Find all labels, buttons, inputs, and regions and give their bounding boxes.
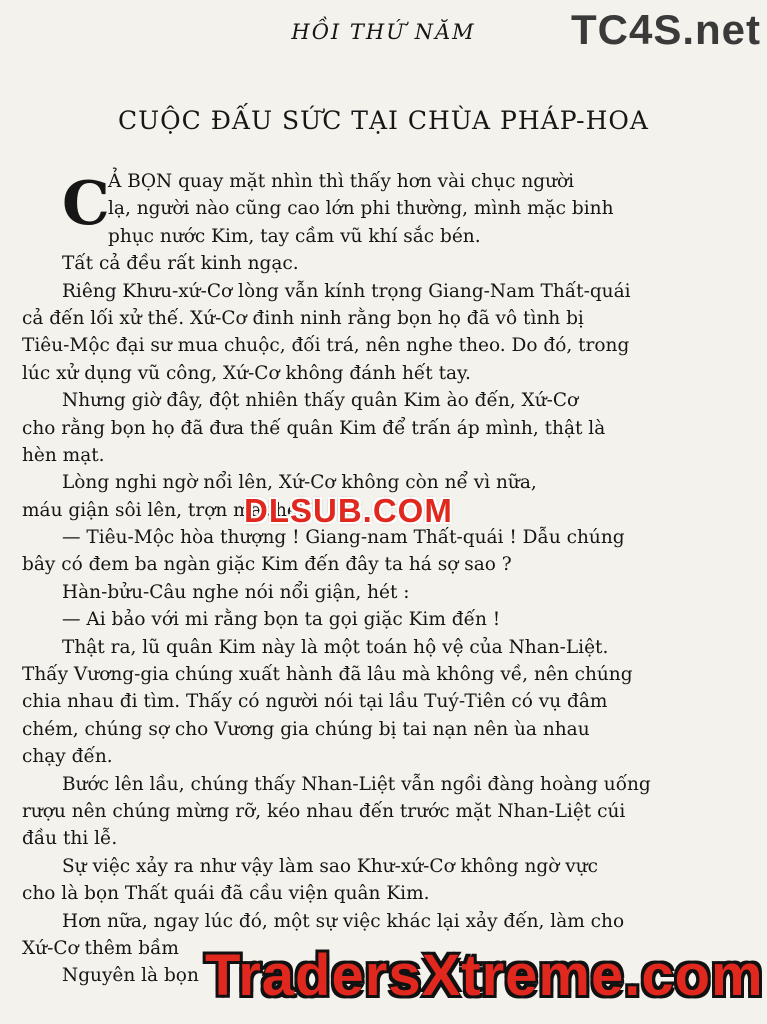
text-line: Tất cả đều rất kinh ngạc. (62, 253, 299, 275)
watermark-dlsub: DLSUB.COM (244, 492, 453, 529)
text-line: bây có đem ba ngàn giặc Kim đến đây ta há sợ sao ? (22, 554, 512, 576)
text-line: Tiêu-Mộc đại sư mua chuộc, đối trá, nên nghe theo. Do đó, trong (22, 335, 630, 357)
text-line: Hàn-bửu-Câu nghe nói nổi giận, hét : (62, 581, 410, 603)
text-line: đầu thi lễ. (22, 828, 118, 850)
text-line: rượu nên chúng mừng rỡ, kéo nhau đến trước mặt Nhan-Liệt cúi (22, 800, 626, 822)
text-line: chạy đến. (22, 746, 113, 768)
text-line: Lòng nghi ngờ nổi lên, Xứ-Cơ không còn nể vì nữa, (62, 472, 537, 494)
text-line: cho là bọn Thất quái đã cầu viện quân Kim. (22, 883, 430, 905)
text-line: chém, chúng sợ cho Vương gia chúng bị tai nạn nên ùa nhau (22, 718, 590, 740)
text-line: Nhưng giờ đây, đột nhiên thấy quân Kim ào đến, Xứ-Cơ (62, 390, 579, 412)
running-header: HỒI THỨ NĂM (291, 20, 476, 44)
drop-cap: C (62, 169, 110, 239)
text-line: lạ, người nào cũng cao lớn phi thường, mình mặc binh (108, 198, 614, 220)
site-logo: TC4S.net (570, 6, 761, 53)
body-text (22, 168, 740, 990)
text-line: Nguyên là bọn (62, 965, 199, 987)
text-line: Riêng Khưu-xứ-Cơ lòng vẫn kính trọng Giang-Nam Thất-quái (62, 280, 631, 302)
text-line: máu giận sôi lên, trợn mắt hét : (22, 499, 318, 521)
text-line: Thật ra, lũ quân Kim này là một toán hộ vệ của Nhan-Liệt. (62, 636, 609, 658)
text-line: Ả BỌN quay mặt nhìn thì thấy hơn vài chục người (108, 171, 575, 192)
chapter-title: CUỘC ĐẤU SỨC TẠI CHÙA PHÁP-HOA (117, 106, 649, 135)
text-line: lúc xử dụng vũ công, Xứ-Cơ không đánh hết tay. (22, 362, 471, 384)
watermark-tradersxtreme: TradersXtreme.com (205, 943, 764, 1008)
text-line: Sự việc xảy ra như vậy làm sao Khư-xứ-Cơ không ngờ vực (62, 855, 599, 877)
text-line: Xứ-Cơ thêm bầm (22, 937, 179, 959)
text-line: Hơn nữa, ngay lúc đó, một sự việc khác lại xảy đến, làm cho (62, 910, 625, 932)
opening-paragraph (22, 168, 740, 250)
text-line: phục nước Kim, tay cầm vũ khí sắc bén. (108, 225, 481, 247)
text-line: — Tiêu-Mộc hòa thượng ! Giang-nam Thất-quái ! Dẫu chúng (62, 527, 625, 549)
text-line: Thấy Vương-gia chúng xuất hành đã lâu mà không về, nên chúng (22, 664, 633, 686)
text-line: Bước lên lầu, chúng thấy Nhan-Liệt vẫn ngồi đàng hoàng uống (62, 773, 651, 795)
text-line: — Ai bảo với mi rằng bọn ta gọi giặc Kim đến ! (62, 609, 501, 631)
text-line: cả đến lối xử thế. Xứ-Cơ đinh ninh rằng bọn họ đã vô tình bị (22, 307, 584, 329)
text-line: cho rằng bọn họ đã đưa thế quân Kim để trấn áp mình, thật là (22, 417, 606, 439)
text-line: chia nhau đi tìm. Thấy có người nói tại lầu Tuý-Tiên có vụ đâm (22, 691, 608, 713)
text-line: hèn mạt. (22, 444, 105, 466)
